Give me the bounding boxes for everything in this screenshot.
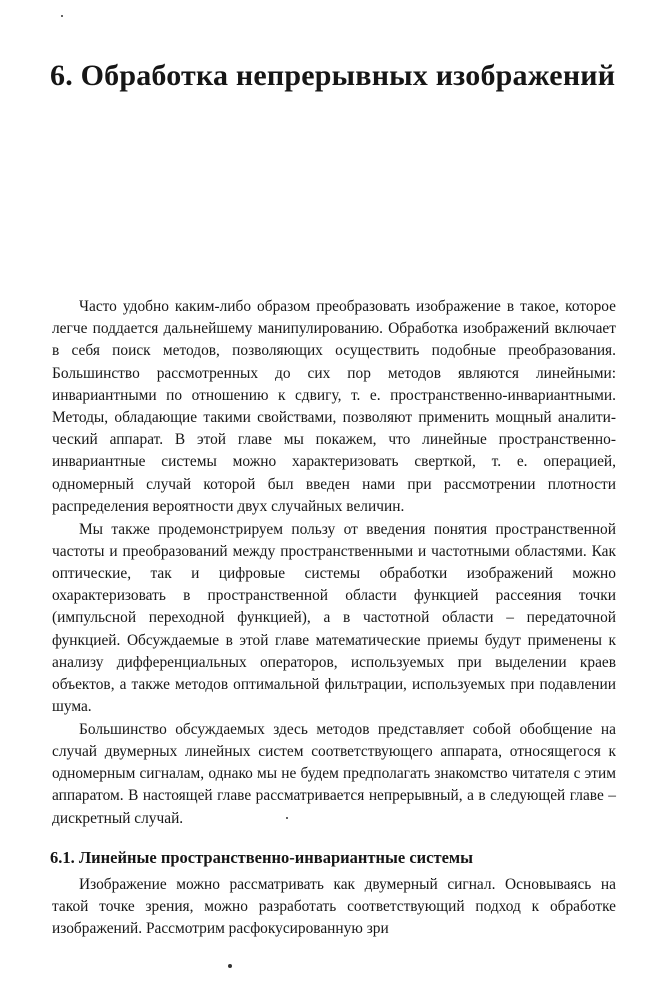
intro-paragraph: Часто удобно каким-либо образом преобразовать изображение в такое, которое легче поддается дальнейшему манипулированию. Обработка изображений включает в себя поиск методов, позволяющих осуществить подобные преобразования. Большинство рассмотренных до сих пор методов являются линейными: инвариантными по отношению к сдвигу, т. е. пространственно-инвариантными. Методы, обладающие такими свойствами, позволяют применить мощный аналитический аппарат. В этой главе мы покажем, что линейные пространственно-инвариантные системы можно характеризовать сверткой, т. е. операцией, одномерный случай которой был введен нами при рассмотрении плотности распределения вероятности двух случайных величин.	[52, 298, 616, 515]
chapter-title: 6. Обработка непрерывных изображений	[50, 59, 616, 92]
intro-paragraph: Мы также продемонстрируем пользу от введения понятия пространственной частоты и преобразований между пространственными и частотными областями. Как оптические, так и цифровые системы обработки изображений можно охарактеризовать в пространственной области функцией рассеяния точки (импульсной переходной функцией), а в частотной области – передаточной функцией. Обсуждаемые в этой главе математические приемы будут применены к анализу дифференциальных операторов, используемых при выделении краев объектов, а также методов оптимальной фильтрации, используемых при подавлении шума.	[52, 520, 616, 716]
intro-text	[52, 296, 616, 830]
scan-speck	[61, 15, 63, 17]
section-heading: 6.1. Линейные пространственно-инвариантные системы	[50, 848, 474, 867]
intro-paragraph: Большинство обсуждаемых здесь методов представляет собой обобщение на случай двумерных линейных систем соответствующего аппарата, относящегося к одномерным сигналам, однако мы не будем предполагать знакомство читателя с этим аппаратом. В настоящей главе рассматривается непрерывный, а в следующей главе – дискретный случай.	[52, 720, 616, 827]
section-text	[52, 874, 616, 941]
section-paragraph: Изображение можно рассматривать как двумерный сигнал. Основываясь на такой точке зрения, можно разработать соответствующий подход к обработке изображений. Рассмотрим расфокусированную зри	[52, 876, 616, 938]
scan-speck	[228, 964, 232, 968]
